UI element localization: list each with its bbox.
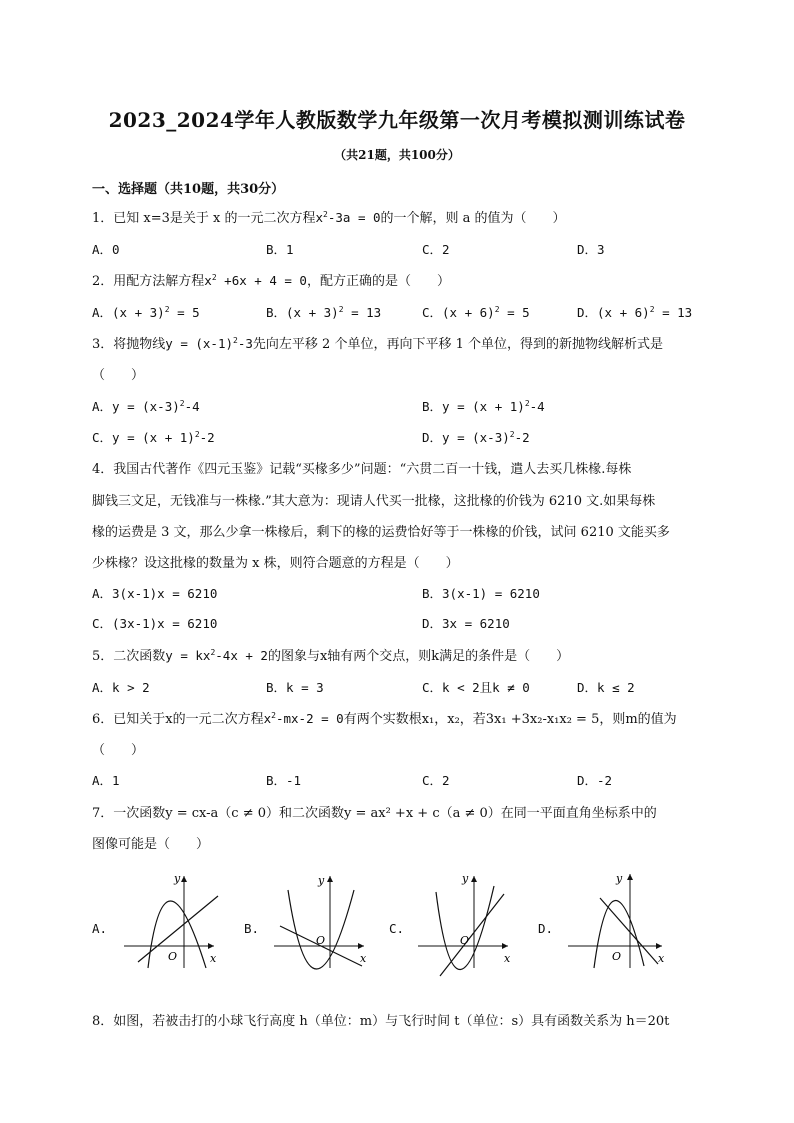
q1-option-a[interactable]: A．0 xyxy=(92,242,120,257)
graph-b-y-label: y xyxy=(318,874,325,887)
graph-a-x-label: x xyxy=(210,952,217,965)
q4-line-4: 少株椽？设这批椽的数量为 x 株，则符合题意的方程是（ ） xyxy=(92,556,459,571)
q1-option-c[interactable]: C．2 xyxy=(422,242,450,257)
q5-stem-a: 5．二次函数 xyxy=(92,649,166,664)
q6-option-c[interactable]: C．2 xyxy=(422,773,450,788)
page-subtitle: （共21题，共100分） xyxy=(334,148,460,162)
q2-option-d[interactable]: D．$(x + 6)^2 = 13$ xyxy=(577,305,693,320)
question-1 xyxy=(92,207,566,226)
q6-answer-blank: （ ） xyxy=(92,743,145,758)
q5-option-a[interactable]: A．k > 2 xyxy=(92,680,150,695)
q4-option-d[interactable]: D．3x = 6210 xyxy=(422,616,510,631)
q3-equation: $y = (x-1)^2-3$ xyxy=(165,336,253,351)
q2-option-a[interactable]: A．$(x + 3)^2 = 5$ xyxy=(92,305,200,320)
graph-b-origin: O xyxy=(316,934,326,947)
q3-option-c[interactable]: C．$y = (x + 1)^2-2$ xyxy=(92,430,215,445)
q3-option-d[interactable]: D．$y = (x-3)^2-2$ xyxy=(422,430,530,445)
q1-stem-a: 1．已知 x=3是关于 x 的一元二次方程 xyxy=(92,211,316,226)
q2-option-c[interactable]: C．$(x + 6)^2 = 5$ xyxy=(422,305,530,320)
graph-a-origin: O xyxy=(168,950,178,963)
question-3 xyxy=(92,333,663,352)
q5-equation: $y = kx^2-4x + 2$ xyxy=(165,648,268,663)
graph-d-x-label: x xyxy=(658,952,665,965)
graph-a-y-label: y xyxy=(174,872,181,885)
q6-option-b[interactable]: B．-1 xyxy=(266,773,302,788)
q6-equation: $x^2-mx-2 = 0$ xyxy=(263,711,344,726)
q6-stem-a: 6．已知关于x的一元二次方程 xyxy=(92,712,264,727)
question-2 xyxy=(92,270,450,289)
q6-option-a[interactable]: A．1 xyxy=(92,773,120,788)
q6-option-d[interactable]: D．-2 xyxy=(577,773,613,788)
q3-answer-blank: （ ） xyxy=(92,368,145,383)
q5-option-c[interactable]: C．k < 2且k ≠ 0 xyxy=(422,680,530,695)
q1-stem-b: 的一个解，则 a 的值为（ ） xyxy=(380,211,566,226)
q4-option-b[interactable]: B．3(x-1) = 6210 xyxy=(422,586,540,601)
q4-option-a[interactable]: A．3(x-1)x = 6210 xyxy=(92,586,218,601)
graph-c-x-label: x xyxy=(504,952,511,965)
q4-line-1: 4．我国古代著作《四元玉鉴》记载“买椽多少”问题：“六贯二百一十钱，遣人去买几株椽.每株 xyxy=(92,462,632,477)
graph-c-origin: O xyxy=(460,934,470,947)
q5-option-d[interactable]: D．k ≤ 2 xyxy=(577,680,635,695)
q3-stem-a: 3．将抛物线 xyxy=(92,337,166,352)
q1-equation: $x^2-3a = 0$ xyxy=(315,210,381,225)
q7-graph-b[interactable] xyxy=(268,870,378,970)
q1-option-b[interactable]: B．1 xyxy=(266,242,294,257)
q7-graph-d[interactable] xyxy=(560,868,670,970)
q7-option-b-label[interactable]: B. xyxy=(244,921,260,936)
q8-line-1: 8．如图，若被击打的小球飞行高度 h（单位：m）与飞行时间 t（单位：s）具有函数关系为 h＝20t xyxy=(92,1014,670,1029)
q2-stem-b: ，配方正确的是（ ） xyxy=(306,274,450,289)
question-6 xyxy=(92,708,677,727)
q6-stem-b: 有两个实数根x₁，x₂，若3x₁ +3x₂-x₁x₂ = 5，则m的值为 xyxy=(343,712,677,727)
q5-option-b[interactable]: B．k = 3 xyxy=(266,680,324,695)
graph-d-y-label: y xyxy=(616,872,623,885)
q7-option-d-label[interactable]: D. xyxy=(538,921,554,936)
q2-equation: $x^2 +6x + 4 = 0$ xyxy=(204,273,307,288)
q7-graph-a[interactable] xyxy=(120,870,230,970)
question-5 xyxy=(92,645,569,664)
q4-option-c[interactable]: C．(3x-1)x = 6210 xyxy=(92,616,218,631)
q5-stem-b: 的图象与x轴有两个交点，则k满足的条件是（ ） xyxy=(267,649,570,664)
q4-line-2: 脚钱三文足，无钱准与一株椽.”其大意为：现请人代买一批椽，这批椽的价钱为 6210 文.如果每株 xyxy=(92,494,656,509)
q7-option-c-label[interactable]: C. xyxy=(389,921,405,936)
q3-option-a[interactable]: A．$y = (x-3)^2-4$ xyxy=(92,399,200,414)
q1-option-d[interactable]: D．3 xyxy=(577,242,605,257)
q3-option-b[interactable]: B．$y = (x + 1)^2-4$ xyxy=(422,399,545,414)
graph-d-origin: O xyxy=(612,950,622,963)
section-heading: 一、选择题（共10题，共30分） xyxy=(92,182,285,197)
q2-stem-a: 2．用配方法解方程 xyxy=(92,274,205,289)
q7-option-a-label[interactable]: A. xyxy=(92,921,108,936)
q2-option-b[interactable]: B．$(x + 3)^2 = 13$ xyxy=(266,305,382,320)
q7-line-2: 图像可能是（ ） xyxy=(92,837,210,852)
page-title: 2023_2024学年人教版数学九年级第一次月考模拟测训练试卷 xyxy=(108,108,686,132)
graph-b-x-label: x xyxy=(360,952,367,965)
graph-c-y-label: y xyxy=(462,872,469,885)
q4-line-3: 椽的运费是 3 文，那么少拿一株椽后，剩下的椽的运费恰好等于一株椽的价钱，试问 6210 文能买多 xyxy=(92,525,670,540)
q7-graph-c[interactable] xyxy=(414,870,524,970)
q7-line-1: 7．一次函数y = cx-a（c ≠ 0）和二次函数y = ax² +x + c（a ≠ 0）在同一平面直角坐标系中的 xyxy=(92,806,657,821)
q3-stem-b: 先向左平移 2 个单位，再向下平移 1 个单位，得到的新抛物线解析式是 xyxy=(252,337,663,352)
